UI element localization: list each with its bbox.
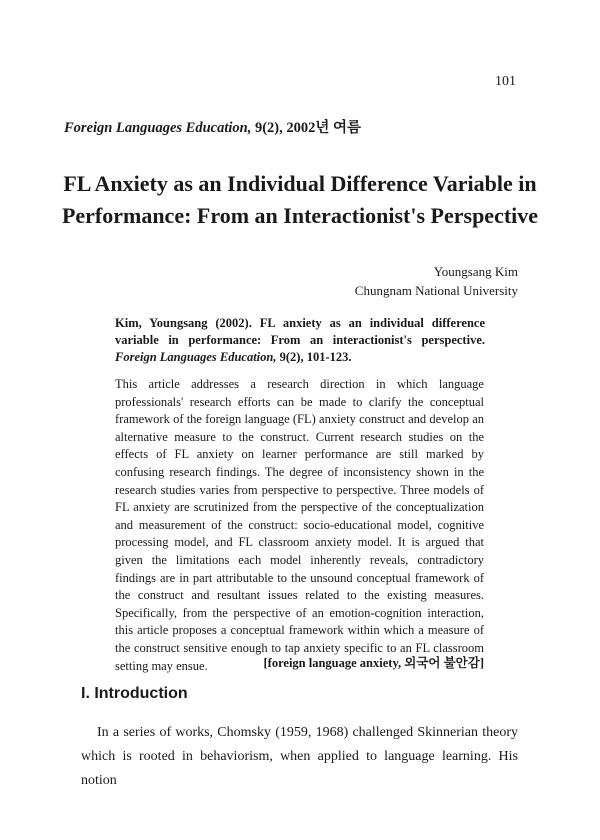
article-title xyxy=(30,168,570,232)
title-line-1: FL Anxiety as an Individual Difference Variable in xyxy=(63,171,537,196)
citation-journal: Foreign Languages Education, xyxy=(115,350,277,364)
title-line-2: Performance: From an Interactionist's Perspective xyxy=(61,203,539,228)
author-affiliation: Chungnam National University xyxy=(354,283,518,298)
citation xyxy=(115,315,485,366)
journal-header: Foreign Languages Education, 9(2), 2002년 여름 xyxy=(64,120,362,136)
citation-authors: Kim, Youngsang (2002). xyxy=(115,316,252,330)
body-paragraph: In a series of works, Chomsky (1959, 1968) challenged Skinnerian theory which is rooted in behaviorism, when applied to language learning. His notion xyxy=(81,725,518,788)
journal-volume: 9(2), 2002년 여름 xyxy=(254,120,362,136)
author-block xyxy=(355,262,518,300)
citation-issue: 9(2), 101-123. xyxy=(279,350,352,364)
author-name: Youngsang Kim xyxy=(433,264,518,279)
citation-title: FL anxiety as an individual difference variable in performance: From an interactionist's perspective. xyxy=(115,316,485,347)
journal-name: Foreign Languages Education xyxy=(64,120,248,136)
keywords: [foreign language anxiety, 외국어 불안감] xyxy=(263,656,484,670)
section-heading: I. Introduction xyxy=(81,685,188,702)
page-number: 101 xyxy=(495,74,516,89)
abstract: This article addresses a research direction in which language professionals' research efforts can be made to clarify the conceptual framework of the foreign language (FL) anxiety construct and develop an alternative measure to the construct. Current research studies on the effects of FL anxiety on learner performance are still marked by confusing research findings. The degree of inconsistency shown in the research studies varies from perspective to perspective. Three models of FL anxiety are scrutinized from the perspective of the conceptualization and measurement of the construct: socio-educational model, cognitive processing model, and FL classroom anxiety model. It is argued that given the limitations each model inherently reveals, contradictory findings are in part attributable to the unsound conceptual framework of the construct and resultant issues related to the existing measures. Specifically, from the perspective of an emotion-cognition interaction, this article proposes a conceptual framework within which a measure of the construct sensitive enough to tap anxiety specific to an FL classroom setting may ensue. xyxy=(115,377,484,673)
